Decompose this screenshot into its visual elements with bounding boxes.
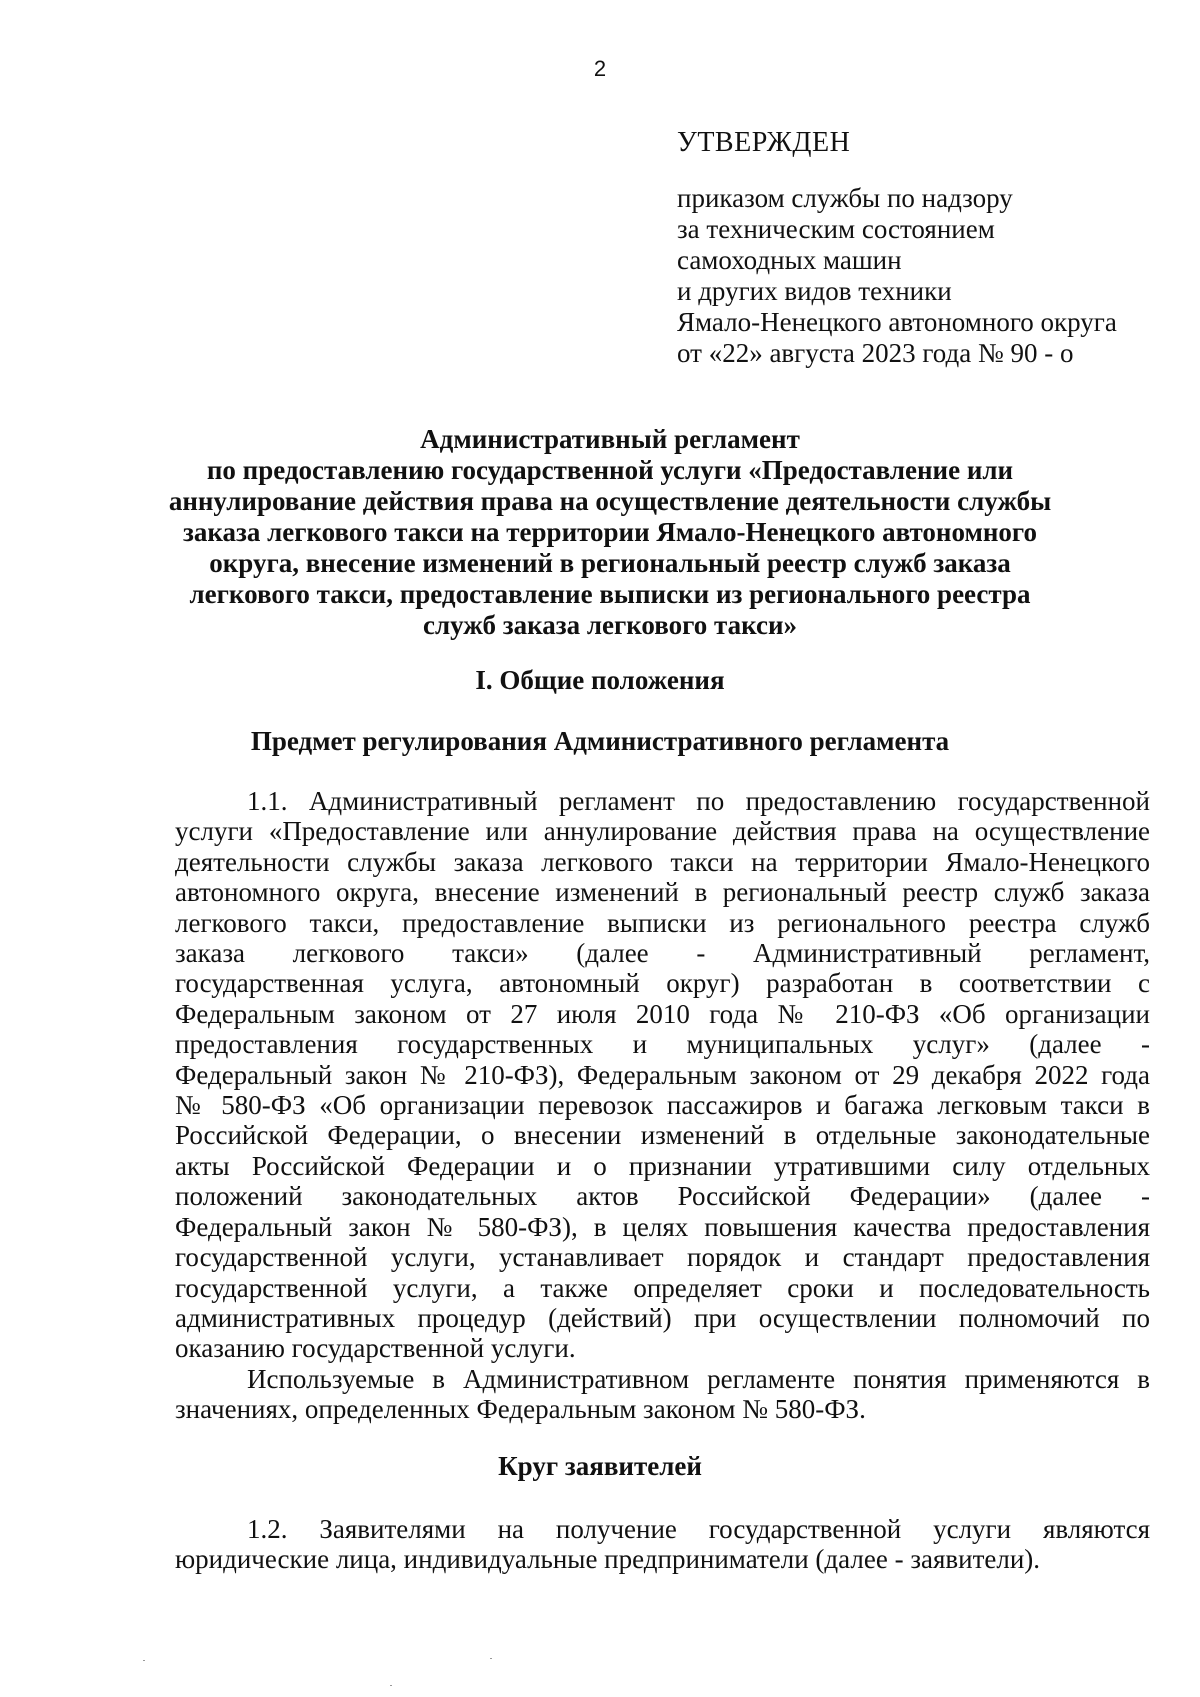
page-number: 2 xyxy=(593,56,607,81)
approval-line: приказом службы по надзору xyxy=(677,183,1013,213)
text-line: значениях, определенных Федеральным законом № 580-ФЗ. xyxy=(175,1394,866,1425)
approval-block xyxy=(677,125,1177,369)
title-line: легкового такси, предоставление выписки из регионального реестра xyxy=(189,579,1031,609)
text-line: № 580-ФЗ «Об организации перевозок пассажиров и багажа легковым такси в xyxy=(175,1090,1150,1121)
approval-line: и других видов техники xyxy=(677,276,952,306)
title-line: по предоставлению государственной услуги «Предоставление или xyxy=(206,455,1014,485)
text-line: Федеральный закон № 580-ФЗ), в целях повышения качества предоставления xyxy=(175,1211,1150,1242)
text-line: деятельности службы заказа легкового такси на территории Ямало-Ненецкого xyxy=(175,846,1150,877)
approval-line: за техническим состоянием xyxy=(677,214,995,244)
approval-line: самоходных машин xyxy=(677,245,902,275)
scan-speck xyxy=(390,1685,392,1686)
text-line: предоставления государственных и муниципальных услуг» (далее - xyxy=(175,1029,1150,1060)
scan-speck xyxy=(490,1658,492,1659)
paragraph-1-1 xyxy=(175,786,1150,1425)
document-title xyxy=(150,424,1070,641)
title-line: заказа легкового такси на территории Ямало-Ненецкого автономного xyxy=(182,517,1038,547)
approval-line: от «22» августа 2023 года № 90 - о xyxy=(677,338,1074,368)
text-line: услуги «Предоставление или аннулирование действия права на осуществление xyxy=(175,816,1150,847)
text-line: Российской Федерации, о внесении изменений в отдельные законодательные xyxy=(175,1120,1150,1151)
text-line: Федеральным законом от 27 июля 2010 года № 210-ФЗ «Об организации xyxy=(175,998,1150,1029)
approval-heading: УТВЕРЖДЕН xyxy=(677,127,851,158)
paragraph-1-2 xyxy=(175,1514,1150,1575)
scan-speck xyxy=(143,1660,145,1661)
title-line: аннулирование действия права на осуществление деятельности службы xyxy=(168,486,1052,516)
text-line: 1.1. Административный регламент по предоставлению государственной xyxy=(247,786,1150,816)
text-line: легкового такси, предоставление выписки из регионального реестра служб xyxy=(175,907,1150,938)
text-line: Федеральный закон № 210-ФЗ), Федеральным законом от 29 декабря 2022 года xyxy=(175,1059,1150,1090)
text-line: юридические лица, индивидуальные предприниматели (далее - заявители). xyxy=(175,1544,1041,1575)
applicants-heading: Круг заявителей xyxy=(498,1451,702,1481)
subject-heading: Предмет регулирования Административного регламента xyxy=(250,726,950,756)
text-line: государственной услуги, устанавливает порядок и стандарт предоставления xyxy=(175,1242,1150,1273)
text-line: Используемые в Административном регламенте понятия применяются в xyxy=(247,1363,1150,1394)
title-line: округа, внесение изменений в региональный реестр служб заказа xyxy=(209,548,1011,578)
text-line: 1.2. Заявителями на получение государственной услуги являются xyxy=(247,1514,1150,1544)
text-line: административных процедур (действий) при осуществлении полномочий по xyxy=(175,1302,1150,1333)
section-heading: I. Общие положения xyxy=(475,665,725,695)
text-line: заказа легкового такси» (далее - Административный регламент, xyxy=(175,938,1150,969)
text-line: акты Российской Федерации и о признании утратившими силу отдельных xyxy=(175,1150,1150,1181)
text-line: положений законодательных актов Российской Федерации» (далее - xyxy=(175,1181,1150,1212)
title-line: служб заказа легкового такси» xyxy=(422,610,798,640)
text-line: государственная услуга, автономный округ) разработан в соответствии с xyxy=(175,968,1150,999)
text-line: оказанию государственной услуги. xyxy=(175,1333,576,1364)
text-line: государственной услуги, а также определяет сроки и последовательность xyxy=(175,1272,1150,1303)
title-line: Административный регламент xyxy=(420,424,800,454)
approval-line: Ямало-Ненецкого автономного округа xyxy=(677,307,1117,337)
text-line: автономного округа, внесение изменений в региональный реестр служб заказа xyxy=(175,877,1150,908)
